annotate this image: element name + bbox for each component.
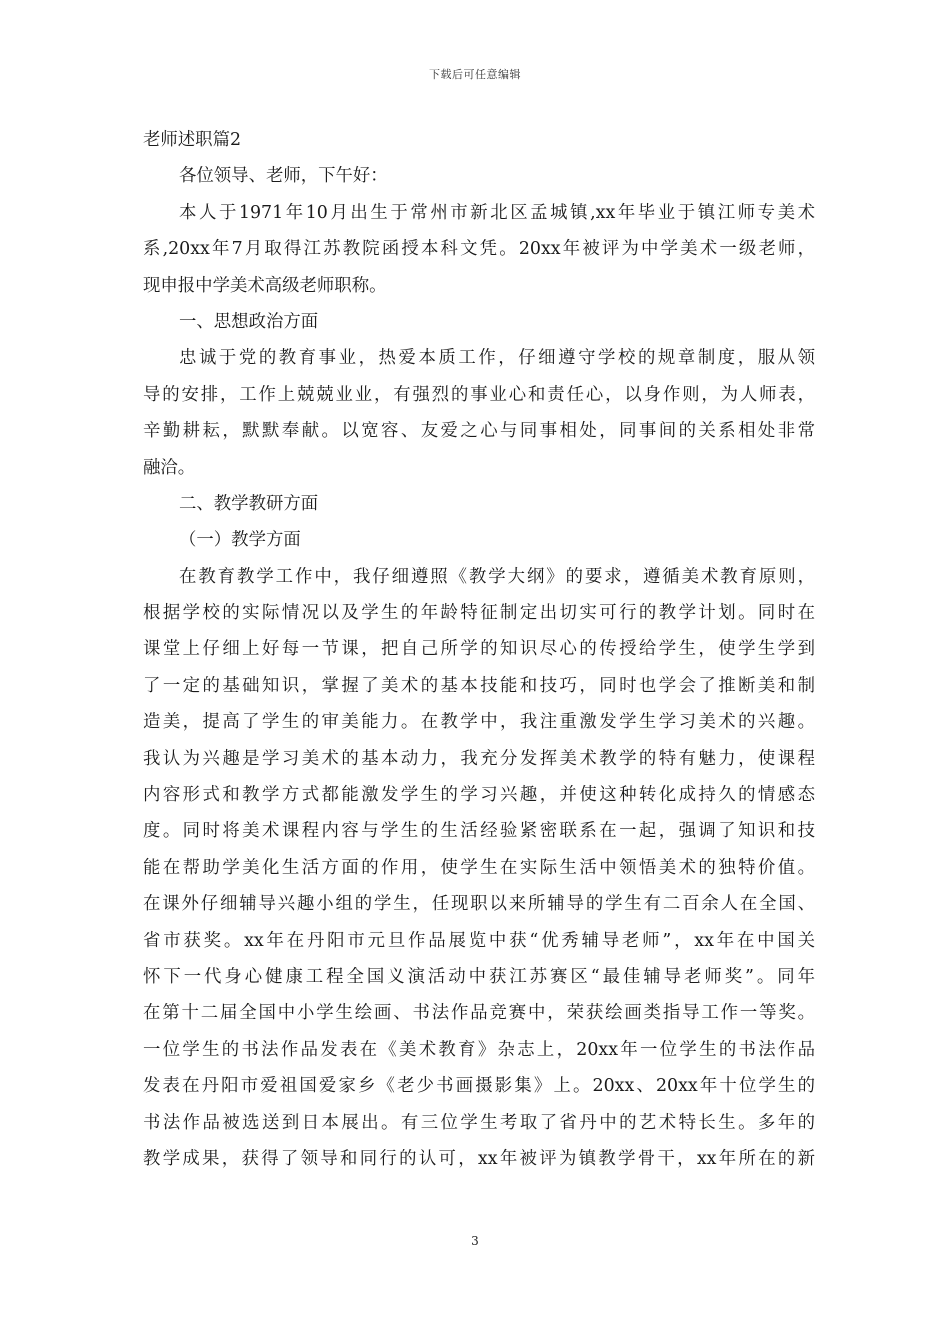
paragraph-line: 一位学生的书法作品发表在《美术教育》杂志上，20xx年一位学生的书法作品 xyxy=(143,1039,815,1060)
paragraph-line: 课堂上仔细上好每一节课，把自己所学的知识尽心的传授给学生，使学生学到 xyxy=(143,639,815,660)
section-heading: 二、教学教研方面 xyxy=(179,493,319,514)
paragraph-line: 造美，提高了学生的审美能力。在教学中，我注重激发学生学习美术的兴趣。 xyxy=(143,712,815,733)
paragraph-line: 我认为兴趣是学习美术的基本动力，我充分发挥美术教学的特有魅力，使课程 xyxy=(143,748,815,769)
paragraph-line: 本人于1971年10月出生于常州市新北区孟城镇,xx年毕业于镇江师专美术 xyxy=(179,202,815,223)
subsection-heading: （一）教学方面 xyxy=(179,530,301,551)
salutation: 各位领导、老师，下午好： xyxy=(179,166,388,187)
page-number: 3 xyxy=(471,1234,479,1248)
paragraph-line: 在课外仔细辅导兴趣小组的学生，任现职以来所辅导的学生有二百余人在全国、 xyxy=(143,894,815,915)
paragraph-line: 在教育教学工作中，我仔细遵照《教学大纲》的要求，遵循美术教育原则， xyxy=(179,566,815,587)
section-title: 老师述职篇2 xyxy=(143,130,242,150)
paragraph-line: 度。同时将美术课程内容与学生的生活经验紧密联系在一起，强调了知识和技 xyxy=(143,821,815,842)
paragraph-line: 能在帮助学美化生活方面的作用，使学生在实际生活中领悟美术的独特价值。 xyxy=(143,857,815,878)
paragraph-line: 根据学校的实际情况以及学生的年龄特征制定出切实可行的教学计划。同时在 xyxy=(143,603,815,624)
paragraph-line: 教学成果，获得了领导和同行的认可，xx年被评为镇教学骨干，xx年所在的新 xyxy=(143,1148,815,1169)
paragraph-line: 发表在丹阳市爱祖国爱家乡《老少书画摄影集》上。20xx、20xx年十位学生的 xyxy=(143,1076,815,1097)
paragraph-line: 现申报中学美术高级老师职称。 xyxy=(143,275,387,296)
paragraph-line: 融洽。 xyxy=(143,457,196,478)
paragraph-line: 导的安排，工作上兢兢业业，有强烈的事业心和责任心，以身作则，为人师表， xyxy=(143,384,815,405)
header-note: 下载后可任意编辑 xyxy=(429,68,521,81)
paragraph-line: 书法作品被选送到日本展出。有三位学生考取了省丹中的艺术特长生。多年的 xyxy=(143,1112,815,1133)
paragraph-line: 系,20xx年7月取得江苏教院函授本科文凭。20xx年被评为中学美术一级老师， xyxy=(143,239,815,260)
section-heading: 一、思想政治方面 xyxy=(179,311,319,332)
paragraph-line: 省市获奖。xx年在丹阳市元旦作品展览中获“优秀辅导老师”，xx年在中国关 xyxy=(143,930,815,951)
paragraph-line: 了一定的基础知识，掌握了美术的基本技能和技巧，同时也学会了推断美和制 xyxy=(143,675,815,696)
paragraph-line: 忠诚于党的教育事业，热爱本质工作，仔细遵守学校的规章制度，服从领 xyxy=(179,348,815,369)
document-body xyxy=(143,122,815,1177)
paragraph-line: 辛勤耕耘，默默奉献。以宽容、友爱之心与同事相处，同事间的关系相处非常 xyxy=(143,421,815,442)
paragraph-line: 怀下一代身心健康工程全国义演活动中获江苏赛区“最佳辅导老师奖”。同年 xyxy=(143,966,815,987)
paragraph-line: 在第十二届全国中小学生绘画、书法作品竞赛中，荣获绘画类指导工作一等奖。 xyxy=(143,1003,815,1024)
paragraph-line: 内容形式和教学方式都能激发学生的学习兴趣，并使这种转化成持久的情感态 xyxy=(143,785,815,806)
